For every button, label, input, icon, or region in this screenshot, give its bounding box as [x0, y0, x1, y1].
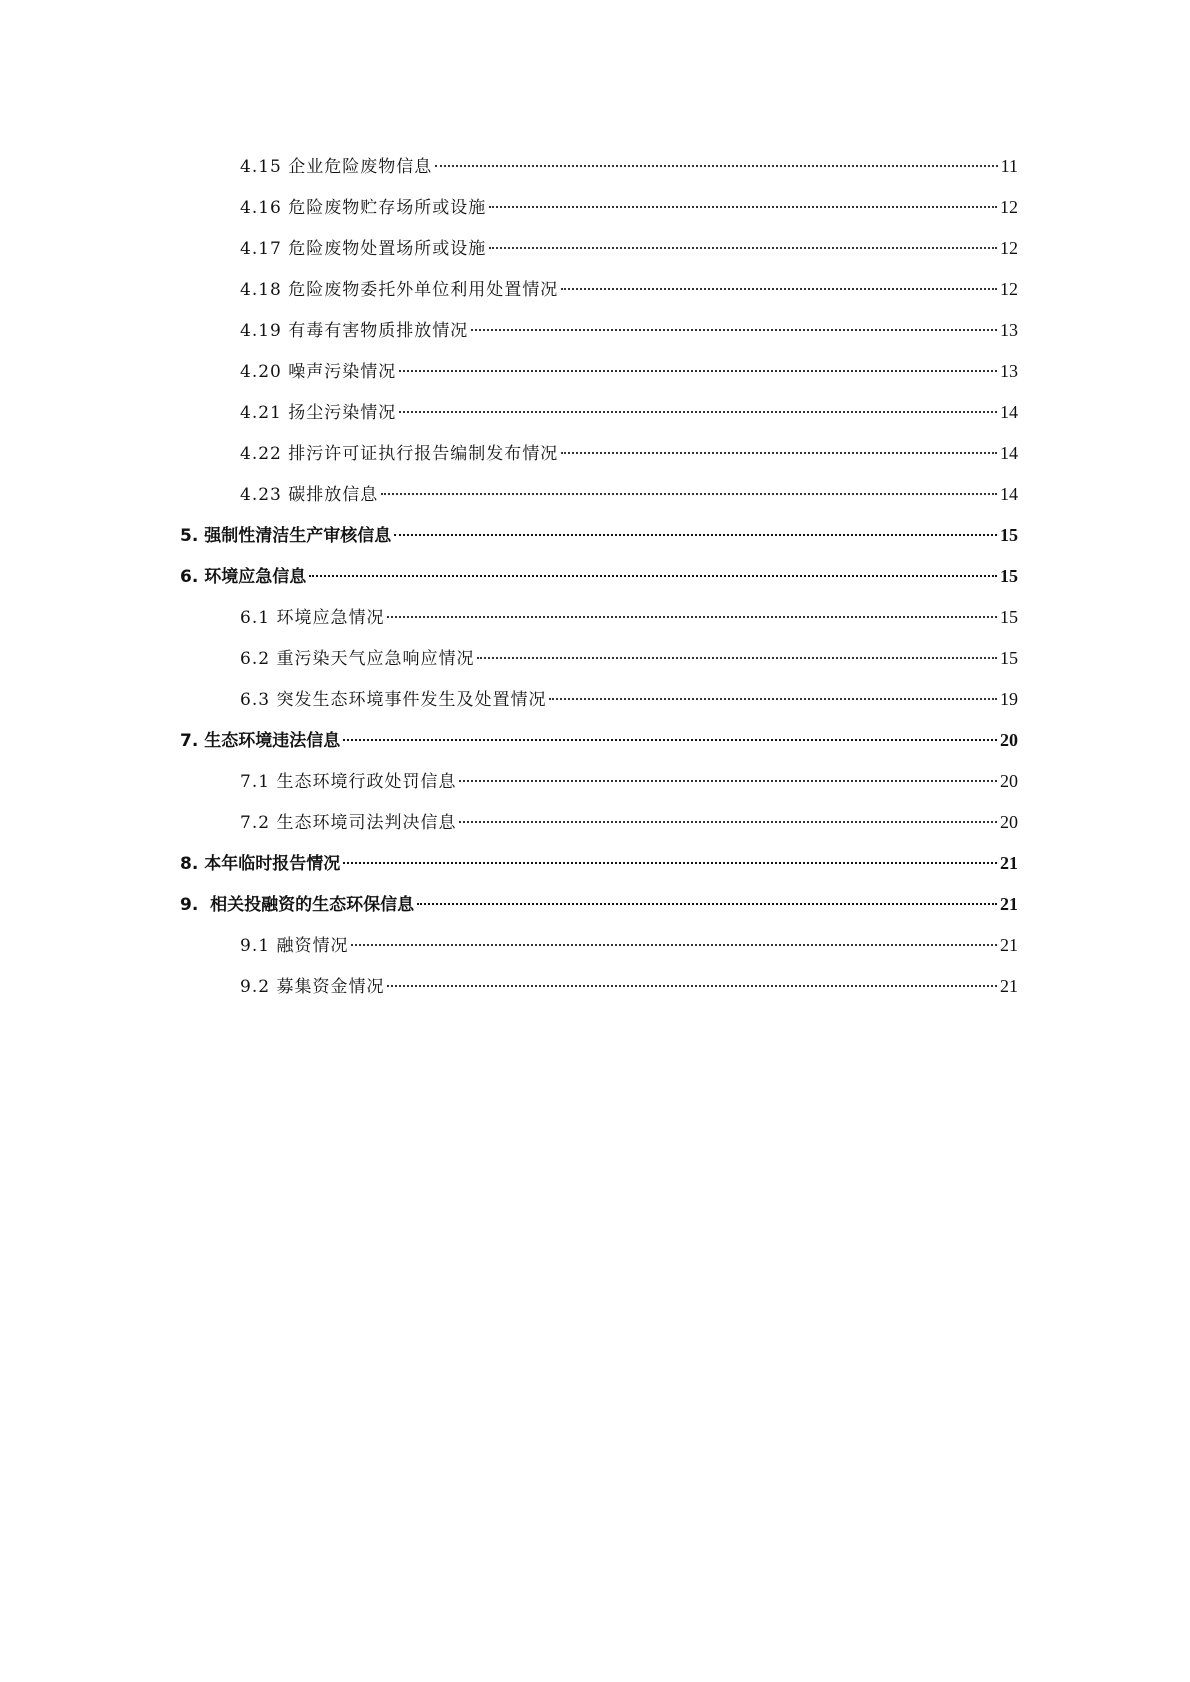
- toc-page-number: 21: [1000, 935, 1018, 955]
- toc-entry-label: 6.2 重污染天气应急响应情况: [240, 649, 475, 669]
- toc-page-number: 21: [1000, 976, 1018, 996]
- toc-page-number: 15: [1000, 566, 1018, 586]
- dot-leader: [343, 862, 997, 864]
- dot-leader: [459, 780, 997, 782]
- toc-entry-label: 6.3 突发生态环境事件发生及处置情况: [240, 690, 547, 710]
- toc-entry-label: 4.23 碳排放信息: [240, 485, 379, 505]
- toc-section-7[interactable]: [180, 720, 1018, 761]
- dot-leader: [381, 493, 997, 495]
- dot-leader: [394, 534, 997, 536]
- dot-leader: [417, 903, 997, 905]
- dot-leader: [561, 452, 997, 454]
- dot-leader: [549, 698, 997, 700]
- toc-entry-4-23[interactable]: [180, 474, 1018, 515]
- toc-entry-label: 9.1 融资情况: [240, 936, 349, 956]
- toc-page-number: 13: [1000, 320, 1018, 340]
- toc-section-5[interactable]: [180, 515, 1018, 556]
- toc-page-number: 21: [1000, 853, 1018, 873]
- toc-section-label: 8. 本年临时报告情况: [180, 854, 341, 874]
- toc-page-number: 20: [1000, 812, 1018, 832]
- dot-leader: [309, 575, 997, 577]
- toc-page-number: 15: [1000, 607, 1018, 627]
- toc-section-9[interactable]: [180, 884, 1018, 925]
- toc-entry-label: 6.1 环境应急情况: [240, 608, 385, 628]
- dot-leader: [561, 288, 997, 290]
- toc-entry-label: 4.20 噪声污染情况: [240, 362, 397, 382]
- toc-entry-label: 7.1 生态环境行政处罚信息: [240, 772, 457, 792]
- toc-entry-label: 7.2 生态环境司法判决信息: [240, 813, 457, 833]
- dot-leader: [459, 821, 997, 823]
- dot-leader: [351, 944, 997, 946]
- toc-page-number: 12: [1000, 279, 1018, 299]
- toc-page-number: 12: [1000, 238, 1018, 258]
- dot-leader: [343, 739, 997, 741]
- toc-section-label: 7. 生态环境违法信息: [180, 731, 341, 751]
- toc-entry-4-18[interactable]: [180, 269, 1018, 310]
- toc-section-8[interactable]: [180, 843, 1018, 884]
- toc-entry-7-2[interactable]: [180, 802, 1018, 843]
- toc-entry-label: 4.19 有毒有害物质排放情况: [240, 321, 469, 341]
- toc-entry-4-19[interactable]: [180, 310, 1018, 351]
- toc-entry-label: 4.21 扬尘污染情况: [240, 403, 397, 423]
- toc-entry-label: 9.2 募集资金情况: [240, 977, 385, 997]
- toc-page-number: 13: [1000, 361, 1018, 381]
- toc-entry-label: 4.22 排污许可证执行报告编制发布情况: [240, 444, 559, 464]
- toc-page-number: 20: [1000, 730, 1018, 750]
- toc-page-number: 14: [1000, 484, 1018, 504]
- toc-entry-4-17[interactable]: [180, 228, 1018, 269]
- toc-section-label: 5. 强制性清洁生产审核信息: [180, 526, 392, 546]
- toc-page-number: 15: [1000, 648, 1018, 668]
- toc-page-number: 20: [1000, 771, 1018, 791]
- table-of-contents: [180, 146, 1018, 1007]
- toc-section-6[interactable]: [180, 556, 1018, 597]
- dot-leader: [387, 616, 997, 618]
- toc-section-label: 9. 相关投融资的生态环保信息: [180, 895, 415, 915]
- toc-entry-4-16[interactable]: [180, 187, 1018, 228]
- toc-page-number: 19: [1000, 689, 1018, 709]
- toc-entry-label: 4.17 危险废物处置场所或设施: [240, 239, 487, 259]
- toc-entry-4-21[interactable]: [180, 392, 1018, 433]
- toc-entry-4-22[interactable]: [180, 433, 1018, 474]
- toc-entry-6-2[interactable]: [180, 638, 1018, 679]
- dot-leader: [399, 370, 997, 372]
- toc-entry-6-1[interactable]: [180, 597, 1018, 638]
- dot-leader: [387, 985, 997, 987]
- dot-leader: [477, 657, 997, 659]
- toc-page-number: 21: [1000, 894, 1018, 914]
- dot-leader: [471, 329, 997, 331]
- toc-entry-label: 4.16 危险废物贮存场所或设施: [240, 198, 487, 218]
- toc-entry-9-1[interactable]: [180, 925, 1018, 966]
- toc-entry-4-20[interactable]: [180, 351, 1018, 392]
- toc-page-number: 14: [1000, 443, 1018, 463]
- dot-leader: [489, 206, 997, 208]
- toc-page-number: 15: [1000, 525, 1018, 545]
- dot-leader: [435, 165, 997, 167]
- toc-page-number: 14: [1000, 402, 1018, 422]
- toc-entry-9-2[interactable]: [180, 966, 1018, 1007]
- dot-leader: [489, 247, 997, 249]
- toc-entry-7-1[interactable]: [180, 761, 1018, 802]
- dot-leader: [399, 411, 997, 413]
- toc-entry-label: 4.18 危险废物委托外单位利用处置情况: [240, 280, 559, 300]
- toc-section-label: 6. 环境应急信息: [180, 567, 307, 587]
- toc-entry-4-15[interactable]: [180, 146, 1018, 187]
- toc-page-number: 12: [1000, 197, 1018, 217]
- toc-entry-label: 4.15 企业危险废物信息: [240, 157, 433, 177]
- toc-page-number: 11: [1000, 156, 1018, 176]
- toc-entry-6-3[interactable]: [180, 679, 1018, 720]
